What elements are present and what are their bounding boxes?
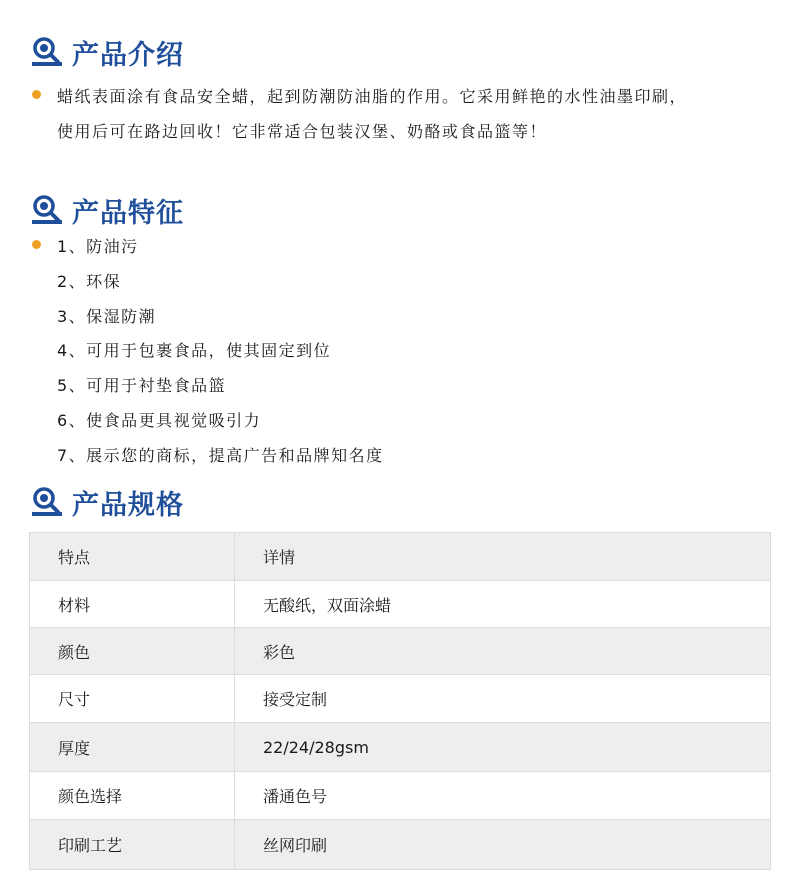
- table-row: [30, 820, 771, 870]
- table-header-cell: 详情: [235, 533, 771, 581]
- feature-item: 2、环保: [57, 272, 122, 291]
- magnifier-document-icon: [30, 485, 64, 519]
- table-cell: 颜色选择: [30, 772, 235, 820]
- section-title-specs: 产品规格: [72, 489, 184, 521]
- table-cell: 丝网印刷: [235, 820, 771, 870]
- table-cell: 接受定制: [235, 675, 771, 723]
- table-cell: 彩色: [235, 628, 771, 675]
- feature-item: 4、可用于包裹食品，使其固定到位: [57, 341, 332, 360]
- feature-item: 6、使食品更具视觉吸引力: [57, 411, 262, 430]
- bullet-dot: [32, 240, 41, 249]
- section-heading-intro: [30, 32, 184, 72]
- table-cell: 印刷工艺: [30, 820, 235, 870]
- table-row: [30, 581, 771, 628]
- feature-item: 3、保湿防潮: [57, 307, 157, 326]
- intro-line-1: 蜡纸表面涂有食品安全蜡，起到防潮防油脂的作用。它采用鲜艳的水性油墨印刷，: [57, 87, 688, 106]
- magnifier-document-icon: [30, 35, 64, 69]
- table-cell: 无酸纸，双面涂蜡: [235, 581, 771, 628]
- section-title-intro: 产品介绍: [72, 39, 184, 71]
- section-heading-specs: [30, 482, 184, 522]
- table-row: [30, 675, 771, 723]
- magnifier-document-icon: [30, 193, 64, 227]
- table-cell: 尺寸: [30, 675, 235, 723]
- bullet-dot: [32, 90, 41, 99]
- table-row: [30, 772, 771, 820]
- table-cell: 厚度: [30, 723, 235, 772]
- intro-line-2: 使用后可在路边回收！它非常适合包装汉堡、奶酪或食品篮等！: [57, 122, 548, 141]
- section-title-features: 产品特征: [72, 197, 184, 229]
- feature-item: 1、防油污: [57, 237, 139, 256]
- section-heading-features: [30, 190, 184, 230]
- table-cell: 材料: [30, 581, 235, 628]
- table-header-cell: 特点: [30, 533, 235, 581]
- table-cell: 潘通色号: [235, 772, 771, 820]
- feature-item: 7、展示您的商标，提高广告和品牌知名度: [57, 446, 384, 465]
- table-row: [30, 628, 771, 675]
- feature-item: 5、可用于衬垫食品篮: [57, 376, 227, 395]
- table-header-row: [30, 533, 771, 581]
- table-cell: 颜色: [30, 628, 235, 675]
- table-row: [30, 723, 771, 772]
- specs-table: [29, 532, 771, 870]
- table-cell: 22/24/28gsm: [235, 723, 771, 772]
